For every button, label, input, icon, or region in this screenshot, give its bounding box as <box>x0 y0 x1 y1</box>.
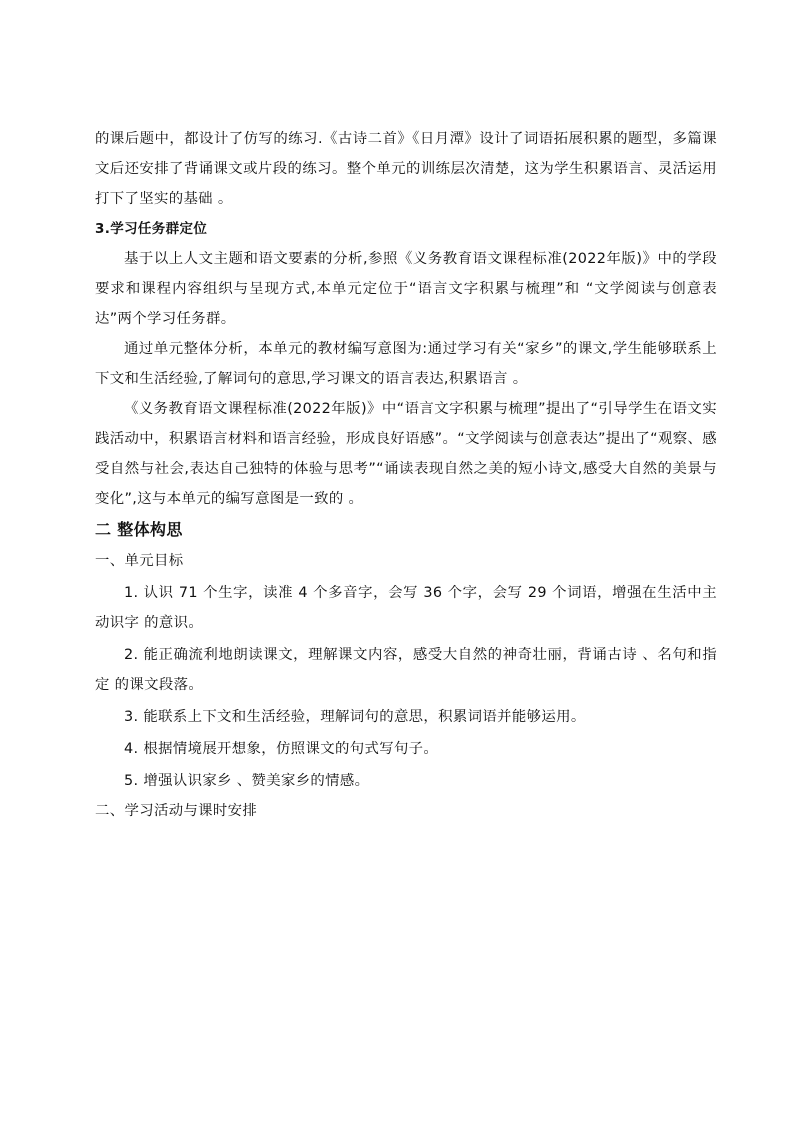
section-heading-overall-design: 二 整体构思 <box>95 520 183 539</box>
paragraph-intent: 通过单元整体分析，本单元的教材编写意图为:通过学习有关“家乡”的课文,学生能够联系上下文和生活经验,了解词句的意思,学习课文的语言表达,积累语言 。 <box>95 341 717 387</box>
paragraph-standards: 基于以上人文主题和语文要素的分析,参照《义务教育语文课程标准(2022年版)》中的学段要求和课程内容组织与呈现方式,本单元定位于“语言文字积累与梳理”和 “文学阅读与创意表达”两个学习任务群。 <box>95 251 717 327</box>
goal-item-3: 3. 能联系上下文和生活经验，理解词句的意思，积累词语并能够运用。 <box>124 709 586 725</box>
paragraph-curriculum-quote: 《义务教育语文课程标准(2022年版)》中“语言文字积累与梳理”提出了“引导学生在语文实践活动中，积累语言材料和语言经验，形成良好语感”。“文学阅读与创意表达”提出了“观察、感受自然与社会,表达自己独特的体验与思考”“诵读表现自然之美的短小诗文,感受大自然的美景与变化”,这与本单元的编写意图是一致的 。 <box>95 401 717 507</box>
section-heading-task-group: 3.学习任务群定位 <box>95 221 208 237</box>
subheading-activities: 二、学习活动与课时安排 <box>95 803 258 819</box>
goal-item-4: 4. 根据情境展开想象，仿照课文的句式写句子。 <box>124 741 439 757</box>
subheading-unit-goals: 一、单元目标 <box>95 553 184 569</box>
goal-item-5: 5. 增强认识家乡 、赞美家乡的情感。 <box>124 773 370 789</box>
document-body <box>95 124 717 826</box>
goal-item-1: 1. 认识 71 个生字，读准 4 个多音字，会写 36 个字，会写 29 个词语，增强在生活中主动识字 的意识。 <box>95 585 717 631</box>
paragraph-intro: 的课后题中，都设计了仿写的练习.《古诗二首》《日月潭》设计了词语拓展积累的题型，多篇课文后还安排了背诵课文或片段的练习。整个单元的训练层次清楚，这为学生积累语言、灵活运用打下了坚实的基础 。 <box>95 131 717 207</box>
goal-item-2: 2. 能正确流利地朗读课文，理解课文内容，感受大自然的神奇壮丽，背诵古诗 、名句和指定 的课文段落。 <box>95 647 717 693</box>
